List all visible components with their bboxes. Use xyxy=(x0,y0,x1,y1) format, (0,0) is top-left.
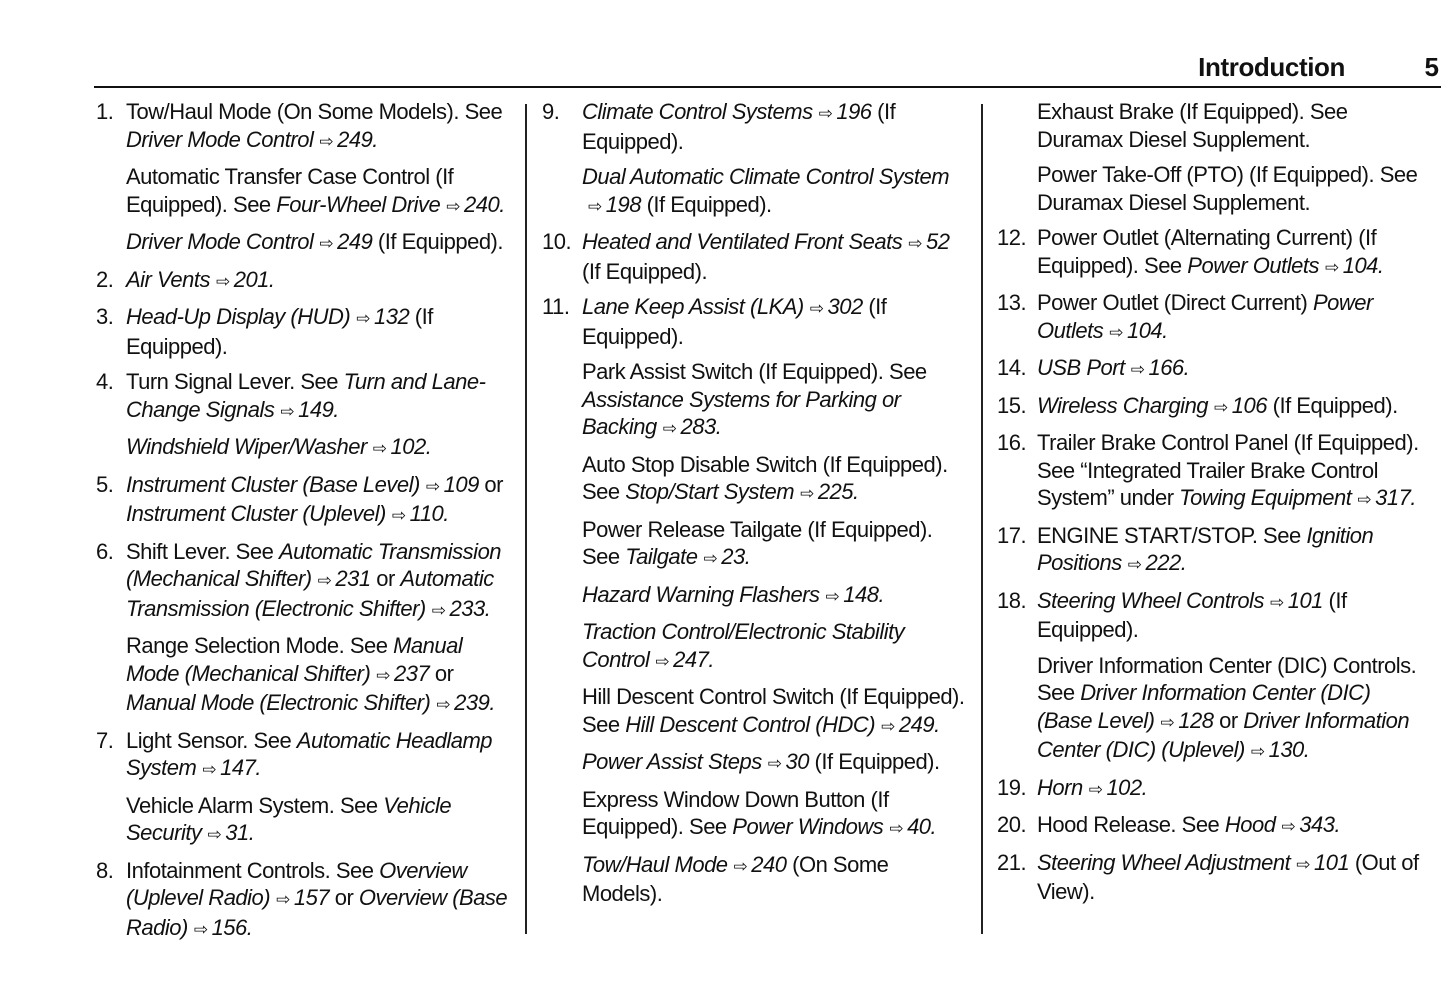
cross-reference-text: Air Vents xyxy=(126,266,210,292)
cross-reference-text: 102. xyxy=(390,434,432,459)
entry-paragraph xyxy=(582,98,967,155)
page-ref-arrow-icon: ⇨ xyxy=(431,600,446,620)
entry-paragraph xyxy=(126,857,511,944)
cross-reference-text: 101 xyxy=(1287,587,1323,613)
entry-text: (Out of View). xyxy=(1037,849,1425,904)
page-ref-arrow-icon: ⇨ xyxy=(425,476,440,496)
cross-reference-text: 23. xyxy=(721,544,751,569)
cross-reference-text: 148. xyxy=(843,581,885,607)
entry-paragraph xyxy=(582,451,967,508)
cross-reference-text: Overview (Base Radio) xyxy=(126,885,513,940)
cross-reference-text: 102. xyxy=(1106,774,1148,800)
cross-reference-text: 156. xyxy=(211,914,253,940)
page-ref-arrow-icon: ⇨ xyxy=(202,760,217,779)
cross-reference-text: 201. xyxy=(233,266,275,292)
cross-reference-text: Power Outlets xyxy=(1187,252,1319,278)
entry-paragraph xyxy=(582,618,967,675)
page-ref-arrow-icon: ⇨ xyxy=(881,716,895,736)
entry-3 xyxy=(96,303,511,360)
entry-16 xyxy=(997,429,1429,514)
entry-paragraph xyxy=(1037,522,1429,579)
entry-19 xyxy=(997,774,1429,804)
entry-number: 18. xyxy=(997,587,1027,613)
entry-number: 7. xyxy=(96,727,114,753)
entry-number: 4. xyxy=(96,369,114,394)
cross-reference-text: Ignition Positions xyxy=(1037,522,1379,575)
entry-text: Shift Lever. See xyxy=(126,538,279,564)
entry-text: Automatic Transfer Case Control (If Equipped). See xyxy=(126,164,459,217)
entry-text: Trailer Brake Control Panel (If Equipped). See “Integrated Trailer Brake Control System” under xyxy=(1037,430,1425,510)
entry-number: 16. xyxy=(997,430,1027,455)
cross-reference-text: 237 xyxy=(394,660,430,686)
page-ref-arrow-icon: ⇨ xyxy=(733,856,748,876)
entry-number: 9. xyxy=(542,99,560,124)
cross-reference-text: 110. xyxy=(409,501,449,526)
cross-reference-text: Steering Wheel Controls xyxy=(1037,587,1264,613)
page-ref-arrow-icon: ⇨ xyxy=(818,104,833,123)
page-ref-arrow-icon: ⇨ xyxy=(1088,779,1103,799)
page-ref-arrow-icon: ⇨ xyxy=(356,309,370,328)
entry-number: 5. xyxy=(96,471,114,497)
entry-text: Exhaust Brake (If Equipped). See Duramax Diesel Supplement. xyxy=(1037,99,1354,152)
entry-10 xyxy=(542,228,967,285)
cross-reference-text: Heated and Ventilated Front Seats xyxy=(582,229,903,254)
entry-number: 3. xyxy=(96,304,114,329)
entry-text: (If Equipped). xyxy=(1267,392,1398,418)
cross-reference-text: 31. xyxy=(225,820,255,845)
entry-14 xyxy=(997,354,1429,384)
entry-number: 15. xyxy=(997,392,1027,418)
cross-reference-text: Tow/Haul Mode xyxy=(582,851,728,877)
cross-reference-text: Instrument Cluster (Base Level) xyxy=(126,471,420,497)
page-number: 5 xyxy=(1424,52,1439,82)
page-ref-arrow-icon: ⇨ xyxy=(662,419,677,438)
page-ref-arrow-icon: ⇨ xyxy=(319,234,334,253)
cross-reference-text: Power Outlets xyxy=(1037,290,1379,343)
entry-text: Vehicle Alarm System. See xyxy=(126,792,384,818)
page-ref-arrow-icon: ⇨ xyxy=(800,484,814,503)
column-divider xyxy=(981,104,983,934)
cross-reference-text: Driver Information Center (DIC) (Base Level) xyxy=(1037,680,1377,733)
cross-reference-text: Dual Automatic Climate Control System xyxy=(582,164,950,189)
page-ref-arrow-icon: ⇨ xyxy=(207,825,222,844)
cross-reference-text: Turn and Lane-Change Signals xyxy=(126,369,486,422)
entry-text: or xyxy=(478,471,509,497)
entry-text: Power Release Tailgate (If Equipped). See xyxy=(582,516,939,569)
entry-paragraph xyxy=(126,433,511,463)
page-ref-arrow-icon: ⇨ xyxy=(1296,854,1311,874)
entry-text: (If Equipped). xyxy=(372,229,503,254)
cross-reference-text: 101 xyxy=(1314,849,1350,875)
cross-reference-text: 157 xyxy=(293,885,330,910)
cross-reference-text: Driver Mode Control xyxy=(126,126,314,152)
entry-text: Hood Release. See xyxy=(1037,812,1225,837)
cross-reference-text: USB Port xyxy=(1037,355,1125,380)
page-ref-arrow-icon: ⇨ xyxy=(1109,322,1123,342)
cross-reference-text: Automatic Transmission (Mechanical Shifter) xyxy=(126,538,507,591)
entry-paragraph xyxy=(1037,849,1429,906)
entry-paragraph xyxy=(582,228,967,285)
entry-paragraph xyxy=(126,538,511,625)
entry-paragraph xyxy=(126,228,511,258)
entry-paragraph xyxy=(582,581,967,611)
cross-reference-text: 249. xyxy=(898,711,940,737)
page-ref-arrow-icon: ⇨ xyxy=(319,131,334,151)
page-ref-arrow-icon: ⇨ xyxy=(391,506,406,525)
entry-paragraph xyxy=(126,471,511,530)
page-ref-arrow-icon: ⇨ xyxy=(446,196,461,216)
entry-paragraph xyxy=(582,786,967,843)
page-ref-arrow-icon: ⇨ xyxy=(809,299,824,318)
entry-number: 2. xyxy=(96,266,114,292)
cross-reference-text: Steering Wheel Adjustment xyxy=(1037,849,1291,875)
entry-text: Range Selection Mode. See xyxy=(126,633,394,658)
entry-number: 19. xyxy=(997,774,1027,800)
cross-reference-text: Towing Equipment xyxy=(1179,485,1352,510)
cross-reference-text: 166. xyxy=(1148,355,1190,380)
entry-4 xyxy=(96,368,511,463)
cross-reference-text: Instrument Cluster (Uplevel) xyxy=(126,501,386,526)
cross-reference-text: Four-Wheel Drive xyxy=(276,191,441,217)
entry-paragraph xyxy=(126,266,511,296)
entry-paragraph xyxy=(1037,161,1429,216)
entry-text: Turn Signal Lever. See xyxy=(126,369,344,394)
entry-text: (If Equipped). xyxy=(1037,587,1353,642)
cross-reference-text: Hazard Warning Flashers xyxy=(582,581,820,607)
entry-paragraph xyxy=(126,368,511,425)
cross-reference-text: 106 xyxy=(1231,392,1268,418)
cross-reference-text: 104. xyxy=(1126,317,1168,343)
entry-paragraph xyxy=(1037,224,1429,281)
cross-reference-text: 40. xyxy=(907,814,937,839)
cross-reference-text: 302 xyxy=(827,294,863,319)
cross-reference-text: 283. xyxy=(680,414,722,439)
cross-reference-text: Lane Keep Assist (LKA) xyxy=(582,294,804,319)
entry-paragraph xyxy=(126,98,511,155)
cross-reference-text: 196 xyxy=(836,99,872,124)
cross-reference-text: 239. xyxy=(454,690,495,715)
cross-reference-text: Horn xyxy=(1037,774,1083,800)
entry-number: 17. xyxy=(997,522,1027,548)
cross-reference-text: 343. xyxy=(1299,812,1341,837)
entry-number: 12. xyxy=(997,225,1027,250)
entry-20 xyxy=(997,811,1429,841)
entry-paragraph xyxy=(126,303,511,360)
page-ref-arrow-icon: ⇨ xyxy=(1214,397,1228,417)
cross-reference-text: Climate Control Systems xyxy=(582,99,813,124)
entry-paragraph xyxy=(582,516,967,573)
cross-reference-text: Automatic Headlamp System xyxy=(126,727,498,780)
cross-reference-text: 231 xyxy=(335,566,371,591)
entry-2 xyxy=(96,266,511,296)
cross-reference-text: Power Assist Steps xyxy=(582,749,762,774)
entry-text: (On Some Models). xyxy=(582,851,895,906)
entry-text: Auto Stop Disable Switch (If Equipped). See xyxy=(582,451,954,504)
cross-reference-text: 104. xyxy=(1342,252,1384,278)
cross-reference-text: 240. xyxy=(464,191,505,217)
cross-reference-text: 240 xyxy=(751,851,787,877)
entry-text: Power Take-Off (PTO) (If Equipped). See Duramax Diesel Supplement. xyxy=(1037,162,1423,215)
entry-text: (If Equipped). xyxy=(640,191,772,217)
cross-reference-text: Driver Mode Control xyxy=(126,229,314,254)
entry-text: (If Equipped). xyxy=(582,294,893,349)
entry-number: 21. xyxy=(997,849,1027,875)
page-ref-arrow-icon: ⇨ xyxy=(1281,817,1296,836)
cross-reference-text: 52 xyxy=(926,229,950,254)
entry-text: Hill Descent Control Switch (If Equipped). See xyxy=(582,684,971,737)
page-ref-arrow-icon: ⇨ xyxy=(588,196,602,216)
entry-11 xyxy=(542,293,971,908)
entry-text: Power Outlet (Direct Current) xyxy=(1037,290,1313,315)
entry-8 xyxy=(96,857,511,944)
entry-5 xyxy=(96,471,511,530)
entry-paragraph xyxy=(1037,811,1429,841)
entry-paragraph xyxy=(1037,354,1429,384)
page-ref-arrow-icon: ⇨ xyxy=(280,401,295,421)
cross-reference-text: 147. xyxy=(220,755,261,780)
entry-paragraph xyxy=(582,293,967,350)
section-title: Introduction xyxy=(1198,52,1345,82)
cross-reference-text: 149. xyxy=(298,396,339,422)
entry-paragraph xyxy=(582,851,967,908)
entry-number: 6. xyxy=(96,538,114,564)
entry-text: or xyxy=(329,885,359,910)
entry-number: 14. xyxy=(997,355,1027,380)
column-right xyxy=(997,98,1429,914)
entry-18 xyxy=(997,587,1429,766)
entry-paragraph xyxy=(582,163,967,220)
entry-9 xyxy=(542,98,967,220)
cross-reference-text: Automatic Transmission (Electronic Shifter) xyxy=(126,566,500,621)
cross-reference-text: Windshield Wiper/Washer xyxy=(126,434,367,459)
entry-text: (If Equipped). xyxy=(126,304,439,359)
page-ref-arrow-icon: ⇨ xyxy=(193,919,208,939)
column-middle xyxy=(542,98,971,916)
entry-number: 10. xyxy=(542,229,572,254)
entry-text: Infotainment Controls. See xyxy=(126,857,380,883)
entry-17 xyxy=(997,522,1429,579)
cross-reference-text: 198 xyxy=(605,191,641,217)
entry-number: 11. xyxy=(542,294,570,319)
column-left xyxy=(96,98,511,951)
page-ref-arrow-icon: ⇨ xyxy=(655,651,670,671)
entry-text: ENGINE START/STOP. See xyxy=(1037,522,1307,548)
entry-number: 1. xyxy=(96,99,114,124)
cross-reference-text: 130. xyxy=(1268,737,1310,762)
entry-paragraph xyxy=(1037,652,1429,766)
cross-reference-text: Manual Mode (Electronic Shifter) xyxy=(126,690,431,715)
cross-reference-text: 30 xyxy=(785,749,809,774)
entry-text: (If Equipped). xyxy=(582,229,956,284)
cross-reference-text: Assistance Systems for Parking or Backing xyxy=(582,386,907,439)
page-ref-arrow-icon: ⇨ xyxy=(767,754,782,773)
entry-text: Express Window Down Button (If Equipped). See xyxy=(582,786,895,839)
entry-paragraph xyxy=(1037,774,1429,804)
entry-text: Driver Information Center (DIC) Controls. See xyxy=(1037,652,1422,705)
cross-reference-text: Traction Control/Electronic Stability Control xyxy=(582,619,910,672)
entry-paragraph xyxy=(582,748,967,778)
cross-reference-text: Head-Up Display (HUD) xyxy=(126,304,351,329)
cross-reference-text: Wireless Charging xyxy=(1037,392,1209,418)
entry-21 xyxy=(997,849,1429,906)
cross-reference-text: Hood xyxy=(1224,812,1276,837)
entry-paragraph xyxy=(126,632,511,719)
cross-reference-text: 222. xyxy=(1145,550,1187,575)
cross-reference-text: 233. xyxy=(449,595,491,621)
entry-12 xyxy=(997,224,1429,281)
entry-15 xyxy=(997,392,1429,422)
entry-paragraph xyxy=(1037,392,1429,422)
entry-paragraph xyxy=(582,358,967,443)
entry-number: 13. xyxy=(997,290,1027,315)
cross-reference-text: 317. xyxy=(1375,485,1416,510)
page-ref-arrow-icon: ⇨ xyxy=(703,549,718,568)
cross-reference-text: Driver Information Center (DIC) (Uplevel) xyxy=(1037,707,1415,762)
cross-reference-text: 109 xyxy=(443,471,479,497)
entry-13 xyxy=(997,289,1429,346)
entry-7 xyxy=(96,727,511,849)
entry-paragraph xyxy=(1037,98,1429,153)
entry-number: 20. xyxy=(997,812,1027,837)
column-divider xyxy=(525,104,527,934)
entry-text: or xyxy=(370,566,401,591)
page-ref-arrow-icon: ⇨ xyxy=(1127,555,1142,574)
entry-paragraph xyxy=(126,727,511,784)
entry-text: Park Assist Switch (If Equipped). See xyxy=(582,359,933,384)
cross-reference-text: Stop/Start System xyxy=(625,479,795,504)
cross-reference-text: 249. xyxy=(337,126,378,152)
cross-reference-text: Vehicle Security xyxy=(126,792,457,845)
entry-text: or xyxy=(1213,707,1244,733)
entry-paragraph xyxy=(582,683,971,740)
page-ref-arrow-icon: ⇨ xyxy=(1130,360,1145,379)
page-ref-arrow-icon: ⇨ xyxy=(436,695,451,714)
page-ref-arrow-icon: ⇨ xyxy=(1269,592,1284,612)
page-ref-arrow-icon: ⇨ xyxy=(276,890,290,909)
cross-reference-text: Tailgate xyxy=(625,544,698,569)
entry-text: Light Sensor. See xyxy=(126,727,297,753)
entry-paragraph xyxy=(126,163,511,220)
page-header xyxy=(94,46,1441,88)
cross-reference-text: 132 xyxy=(373,304,410,329)
cross-reference-text: 128 xyxy=(1178,707,1214,733)
entry-text: (If Equipped). xyxy=(808,749,940,774)
cross-reference-text: Hill Descent Control (HDC) xyxy=(625,711,876,737)
entry-text: (If Equipped). xyxy=(582,99,901,154)
page-ref-arrow-icon: ⇨ xyxy=(376,665,391,685)
cross-reference-text: Manual Mode (Mechanical Shifter) xyxy=(126,633,468,686)
entry-paragraph xyxy=(1037,289,1429,346)
page-ref-arrow-icon: ⇨ xyxy=(1160,712,1175,732)
cross-reference-text: 249 xyxy=(337,229,373,254)
page-ref-arrow-icon: ⇨ xyxy=(372,439,387,458)
entry-paragraph xyxy=(1037,429,1429,514)
entry-text: Power Outlet (Alternating Current) (If Equipped). See xyxy=(1037,225,1382,278)
entry-number: 8. xyxy=(96,857,114,883)
page-ref-arrow-icon: ⇨ xyxy=(825,586,840,606)
entry-paragraph xyxy=(126,792,511,849)
page-ref-arrow-icon: ⇨ xyxy=(1250,742,1265,761)
entry-text: Tow/Haul Mode (On Some Models). See xyxy=(126,99,508,124)
cross-reference-text: Overview (Uplevel Radio) xyxy=(126,857,473,910)
cross-reference-text: Power Windows xyxy=(732,814,884,839)
page-ref-arrow-icon: ⇨ xyxy=(317,571,332,590)
entry-continued xyxy=(997,98,1429,216)
page-ref-arrow-icon: ⇨ xyxy=(889,819,904,838)
entry-paragraph xyxy=(1037,587,1429,644)
entry-1 xyxy=(96,98,511,258)
cross-reference-text: 247. xyxy=(673,646,714,672)
page-ref-arrow-icon: ⇨ xyxy=(908,234,922,253)
page-ref-arrow-icon: ⇨ xyxy=(215,271,230,291)
cross-reference-text: 225. xyxy=(817,479,859,504)
page-ref-arrow-icon: ⇨ xyxy=(1357,490,1372,509)
entry-text: or xyxy=(429,660,460,686)
entry-6 xyxy=(96,538,511,719)
page-ref-arrow-icon: ⇨ xyxy=(1324,257,1339,277)
